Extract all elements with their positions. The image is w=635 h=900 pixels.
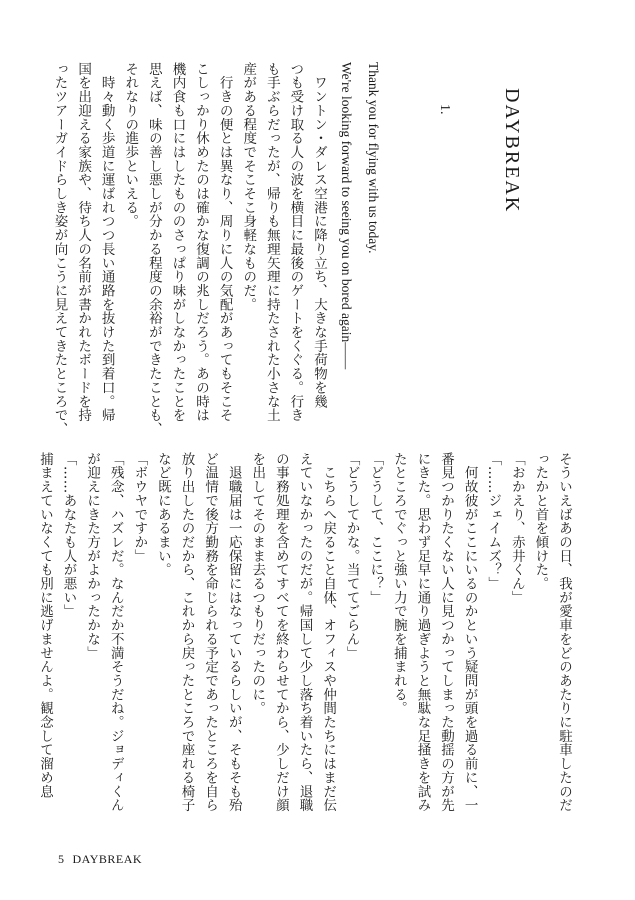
text-line: それなりの進歩といえる。 xyxy=(122,62,139,229)
text-line: 時々動く歩道に運ばれつつ長い通路を抜けた到着口。帰 xyxy=(98,62,115,423)
english-epigraph xyxy=(333,62,387,452)
text-line: つも受け取る人の波を横目に最後のゲートをくぐる。行き xyxy=(287,62,304,423)
text-line: 番見つかりたくない人に見つかってしまった動揺の方が先 xyxy=(438,452,455,813)
text-line: 退職届は一応保留にはなっているらしいが、そもそも殆 xyxy=(225,452,242,813)
page-footer xyxy=(58,852,150,867)
text-line: そういえばあの日、我が愛車をどのあたりに駐車したのだ xyxy=(556,452,572,813)
page-number: 5 xyxy=(58,852,65,866)
text-line: 「ボウヤですか」 xyxy=(131,452,148,563)
text-line: 捕まえていなくても別に逃げませんよ。観念して溜め息 xyxy=(36,452,53,799)
text-line: ったツアーガイドらしき姿が向こうに見えてきたところで、 xyxy=(51,62,68,436)
text-line: を出してそのまま去るつもりだったのに。 xyxy=(249,452,266,716)
text-line: も手ぶらだったが、帰りも無理矢理に持たされた小さな土 xyxy=(263,62,280,423)
text-line: たところでぐっと強い力で腕を捕まれる。 xyxy=(390,452,407,716)
text-line: 国を出迎える家族や、待ち人の名前が書かれたボードを持 xyxy=(75,62,92,423)
text-line: 思えば、味の善し悪しが分かる程度の余裕ができたことも、 xyxy=(145,62,162,436)
text-line: 「残念、ハズレだ。なんだか不満そうだね。ジョディくん xyxy=(107,452,124,813)
text-line: 機内食も口にはしたもののさっぱり味がしなかったことを xyxy=(169,62,186,423)
text-line: の事務処理を含めてすべてを終わらせてから、少しだけ顔 xyxy=(272,452,289,813)
chapter-title: DAYBREAK xyxy=(501,88,523,214)
text-line: など既にあるまい。 xyxy=(154,452,171,577)
text-line: ワントン・ダレス空港に降り立ち、大きな手荷物を幾 xyxy=(311,62,327,409)
text-line: 「おかえり、赤井くん」 xyxy=(508,452,525,605)
text-line: えていなかったのだが。帰国して少し落ち着いたら、退職 xyxy=(296,452,313,813)
text-line: 「どうしてかな。当ててごらん」 xyxy=(343,452,360,660)
text-line: が迎えにきた方がよかったかな」 xyxy=(84,452,101,660)
lower-text-block xyxy=(32,452,575,874)
text-line: こしっかり休めたのは確かな復調の兆しだろう。あの時は xyxy=(193,62,210,423)
text-line: 何故彼がここにいるのかという疑問が頭を過る前に、一 xyxy=(461,452,478,813)
text-line: こちらへ戻ること自体、オフィスや仲間たちにはまだ伝 xyxy=(320,452,337,813)
text-line: 産がある程度でそこそこ身軽なものだ。 xyxy=(240,62,257,312)
text-line: 「……あなたも人が悪い」 xyxy=(60,452,77,619)
text-line: 行きの便とは異なり、周りに人の気配があってもそこそ xyxy=(216,62,233,423)
running-title: DAYBREAK xyxy=(72,852,143,866)
epigraph-line: We're looking forward to seeing you on bored again―― xyxy=(339,62,354,370)
text-line: 「どうして、ここに？」 xyxy=(367,452,384,605)
text-line: 放り出したのだから、これから戻ったところで座れる椅子 xyxy=(178,452,195,813)
text-line: にきた。思わず足早に通り過ぎようと無駄な足掻きを試み xyxy=(414,452,431,813)
epigraph-line: Thank you for flying with us today. xyxy=(366,62,381,254)
upper-text-block xyxy=(47,62,330,454)
text-line: ど温情で後方勤務を命じられる予定であったところを自ら xyxy=(202,452,219,813)
text-line: ったかと首を傾けた。 xyxy=(532,452,549,591)
text-line: 「……ジェイムズ？」 xyxy=(485,452,502,591)
chapter-number: 1. xyxy=(437,104,452,115)
